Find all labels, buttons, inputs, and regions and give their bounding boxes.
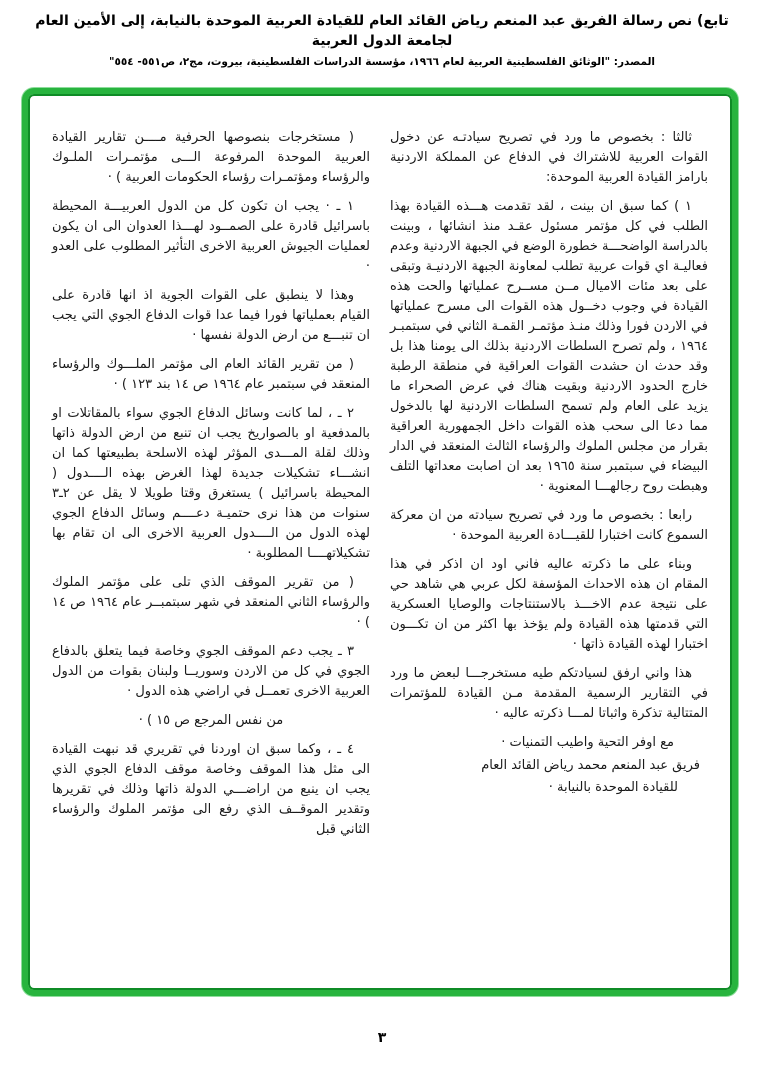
paragraph-thalithan: ثالثا : بخصوص ما ورد في تصريح سيادتـه عن دخول القوات العربية للاشتراك في الدفاع عن المملكة الاردنية بارامز القيادة العربية الموحدة:	[390, 130, 708, 185]
column-left	[52, 128, 370, 970]
paragraph-item-1-note: وهذا لا ينطبق على القوات الجوية اذ انها قادرة على القيام بعملياتها فورا فيما عدا قوات الدفاع الجوي التي يجب ان تنبـــع من ارض الدولة نفسها ·	[52, 288, 370, 343]
header-title: تابع) نص رسالة الفريق عبد المنعم رياض القائد العام للقيادة العربية الموحدة بالنيابة، إلى الأمين العام لجامعة الدول العربية	[35, 13, 729, 49]
reference-note-3: من نفس المرجع ص ١٥ ) ·	[138, 713, 284, 728]
signature-title: للقيادة الموحدة بالنيابة ·	[548, 780, 678, 795]
signature-name: فريق عبد المنعم محمد رياض القائد العام	[481, 758, 700, 773]
paragraph-attachment: هذا واني ارفق لسيادتكم طيه مستخرجـــا لبعض ما ورد في التقارير الرسمية المقدمة مـن القيادة للمؤتمرات المتتالية تذكرة واثباتا لمـــا ذكرته عاليه ·	[390, 666, 708, 721]
paragraph-item-2: ٢ ـ ، لما كانت وسائل الدفاع الجوي سواء بالمقاتلات او بالمدفعية او بالصواريخ يجب ان تنبع من ارض الدولة ذاتها وذلك لقلة المـــدى المؤثر لهذه الاسلحة بطبيعتها كما ان انشـــاء تشكيلات جديدة لهذا الغرض بهذه الــــدول ( المحيطة باسرائيل ) يستغرق وقتا طويلا لا يقل عن ٢ـ٣ سنوات من هذا نرى حتميـة دعــــم وسائل الدفاع الجوي لهذه الدول من الــــدول العربية الاخرى الى ان تقام بها تشكيلاتهــــا المطلوبة ·	[52, 406, 370, 561]
paragraph-item-1: ١ ـ · يجب ان تكون كل من الدول العربيـــة المحيطة باسرائيل قادرة على الصمــود لهـــذا العدوان الى ان يكون لعمليات الجيوش العربية الاخرى التأثير المطلوب على العدو ·	[52, 199, 370, 274]
header-source-line: المصدر: "الوثائق الفلسطينية العربية لعام ١٩٦٦، مؤسسة الدراسات الفلسطينية، بيروت، مج٢، ص٥٥١- ٥٥٤"	[108, 56, 656, 69]
closing-greeting: مع اوفر التحية واطيب التمنيات ·	[501, 735, 674, 750]
paragraph-conclusion: وبناء على ما ذكرته عاليه فاني اود ان اذكر في هذا المقام ان هذه الاحداث المؤسفة لكل عربي هي شاهد حي على نتيجة عدم الاخـــذ بالاستنتاجات والوصايا العسكرية التي قدمتها هذه القيادة ولم يؤخذ بها اكثر من ان تكـــون اختبارا لهذه القيادة ذاتها ·	[390, 557, 708, 652]
paragraph-item-4: ٤ ـ ، وكما سبق ان اوردنا في تقريري قد نبهت القيادة الى مثل هذا الموقف وخاصة موقف الدفاع الجوي الذي يجب ان ينبع من اراضـــي الدولة ذاتها وذلك في تقريرها وتقدير الموقــف الذي رفع الى مؤتمر الملوك والرؤساء الثاني قبل	[52, 742, 370, 837]
reference-note-1: ( من تقرير القائد العام الى مؤتمر الملـــوك والرؤساء المنعقد في سبتمبر عام ١٩٦٤ ص ١٤ بند ١٢٣ ) ·	[52, 357, 370, 392]
paragraph-point-1: ١ ) كما سبق ان بينت ، لقد تقدمت هـــذه القيادة بهذا الطلب في كل مؤتمر مسئول عقـد منذ انشائها ، وبينت بالدراسة الواضحـــة خطورة الوضع في الجبهة الاردنية وعدم فعاليـة اي قوات عربية تطلب لمعاونة الجبهة الاردنيـة وتبقى على بعد مئات الاميال مــن مســرح عملياتها والحت هذه القيادة في وجوب دخــول هذه القوات الى مسرح عملياتها في الاردن فورا وذلك منـذ مؤتمـر القمـة الثاني في سبتمبـر ١٩٦٤ ، ولم تصرح السلطات الاردنية بذلك الى يومنا هذا بل وقد حدث ان حشدت القوات العراقية في منطقة الرطبة خارج الحدود الاردنية وبقيت هناك في عرض الصحراء ما يزيد على العام ولم تسمح السلطات الاردنية لها بالدخول مما دعا الى سحب هذه القوات داخل الجمهورية العراقية بقرار من مجلس الملوك والرؤساء الثالث المنعقد في الدار البيضاء في سبتمبر سنة ١٩٦٥ بعد ان اصابت معداتها التلف وهبطت روح رجالهـــا المعنوية ·	[390, 199, 708, 494]
document-header	[0, 12, 764, 68]
reference-note-2: ( من تقرير الموقف الذي تلى على مؤتمر الملوك والرؤساء الثاني المنعقد في شهر سبتمبــر عام ١٩٦٤ ص ١٤ ) ·	[52, 575, 370, 630]
paragraph-rabian: رابعا : بخصوص ما ورد في تصريح سيادته من ان معركة السموع كانت اختبارا للقيـــادة العربية الموحدة ·	[390, 508, 708, 543]
green-document-frame	[22, 88, 738, 996]
column-right	[390, 128, 708, 970]
paragraph-item-3: ٣ ـ يجب دعم الموقف الجوي وخاصة فيما يتعلق بالدفاع الجوي في كل من الاردن وسوريــا ولبنان بقوات من الدول العربية الاخرى تعمــل في اراضي هذه الدول ·	[52, 644, 370, 699]
paragraph-extracts-intro: ( مستخرجات بنصوصها الحرفية مــــن تقارير القيادة العربية الموحدة المرفوعة الـــى مؤتمـرات الملـوك والرؤساء ومؤتمـرات رؤساء الحكومات العربية ) ·	[52, 130, 370, 185]
page-number: ٣	[377, 1030, 387, 1046]
